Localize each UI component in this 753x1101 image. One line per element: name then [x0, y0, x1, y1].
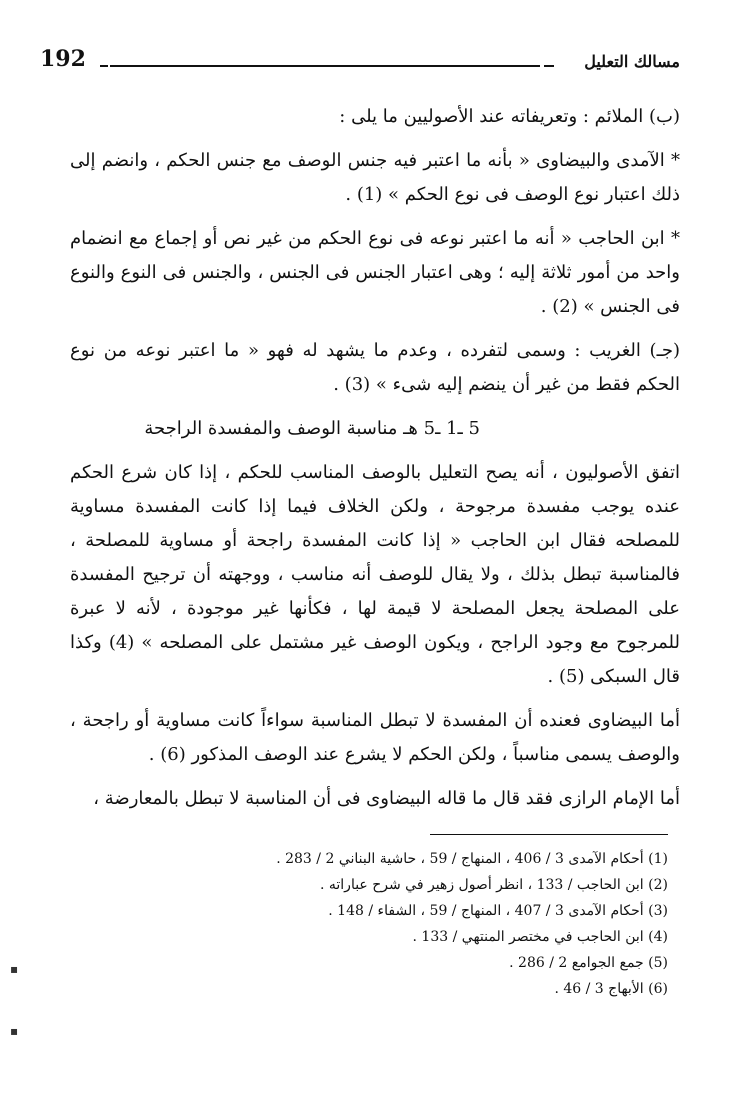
footnote-4: (4) ابن الحاجب في مختصر المنتهي / 133 . [412, 929, 668, 945]
footnotes [150, 846, 668, 1002]
paragraph-ibn-hajib: * ابن الحاجب « أنه ما اعتبر نوعه فى نوع الحكم من غير نص أو إجماع مع انضمام واحد من أمور ثلاثة إليه ؛ وهى اعتبار الجنس فى الجنس ، والجنس فى النوع والنوع فى الجنس » (2) . [70, 228, 680, 317]
paragraph-gharib: (جـ) الغريب : وسمى لتفرده ، وعدم ما يشهد له فهو « ما اعتبر نوعه من نوع الحكم فقط من غير أن ينضم إليه شىء » (3) . [70, 340, 680, 395]
scan-mark-dot-2: ▪ [10, 1024, 19, 1038]
paragraph-amidi-baydawi: * الآمدى والبيضاوى « بأنه ما اعتبر فيه جنس الوصف مع جنس الحكم ، وانضم إلى ذلك اعتبار نوع الوصف فى نوع الحكم » (1) . [70, 150, 680, 205]
footnote-3: (3) أحكام الآمدى 3 / 407 ، المنهاج / 59 ، الشفاء / 148 . [328, 903, 668, 919]
footnote-5: (5) جمع الجوامع 2 / 286 . [509, 955, 668, 971]
paragraph-razi: أما الإمام الرازى فقد قال ما قاله البيضاوى فى أن المناسبة لا تبطل بالمعارضة ، [93, 788, 680, 809]
footnote-1: (1) أحكام الآمدى 3 / 406 ، المنهاج / 59 ، حاشية البناني 2 / 283 . [276, 851, 668, 867]
header-rule-right-tick [544, 65, 554, 67]
header-rule-left-tick [100, 65, 108, 67]
main-text [70, 100, 680, 826]
footnote-separator [430, 834, 668, 835]
scan-mark-dot: ▪ [10, 962, 19, 976]
page-header [40, 46, 680, 82]
footnote-6: (6) الأبهاج 3 / 46 . [554, 981, 668, 997]
section-heading: 5 ـ1 ـ5 هـ مناسبة الوصف والمفسدة الراجحة [144, 418, 480, 439]
paragraph-baydawi: أما البيضاوى فعنده أن المفسدة لا تبطل المناسبة سواءاً كانت مساوية أو راجحة ، والوصف يسمى مناسباً ، ولكن الحكم لا يشرع عند الوصف المذكور (6) . [70, 710, 680, 765]
page-number: 192 [40, 46, 86, 72]
paragraph-mulaim: (ب) الملائم : وتعريفاته عند الأصوليين ما يلى : [339, 106, 680, 127]
header-rule [110, 65, 540, 67]
paragraph-ittifaq: اتفق الأصوليون ، أنه يصح التعليل بالوصف المناسب للحكم ، إذا كان شرع الحكم عنده يوجب مفسدة مرجوحة ، ولكن الخلاف فيما إذا كانت المفسدة مساوية للمصلحه فقال ابن الحاجب « إذا كانت المفسدة راجحة أو مساوية للمصلحة ، فالمناسبة تبطل بذلك ، ولا يقال للوصف أنه مناسب ، ووجهته أن ترجيح المفسدة على المصلحة يجعل المصلحة لا قيمة لها ، فكأنها غير موجودة ، لأنه لا عبرة للمرجوح مع وجود الراجح ، ويكون الوصف غير مشتمل على المصلحه » (4) وكذا قال السبكى (5) . [70, 462, 680, 687]
running-title: مسالك التعليل [584, 52, 680, 71]
footnote-2: (2) ابن الحاجب / 133 ، انظر أصول زهير في شرح عباراته . [319, 877, 668, 893]
